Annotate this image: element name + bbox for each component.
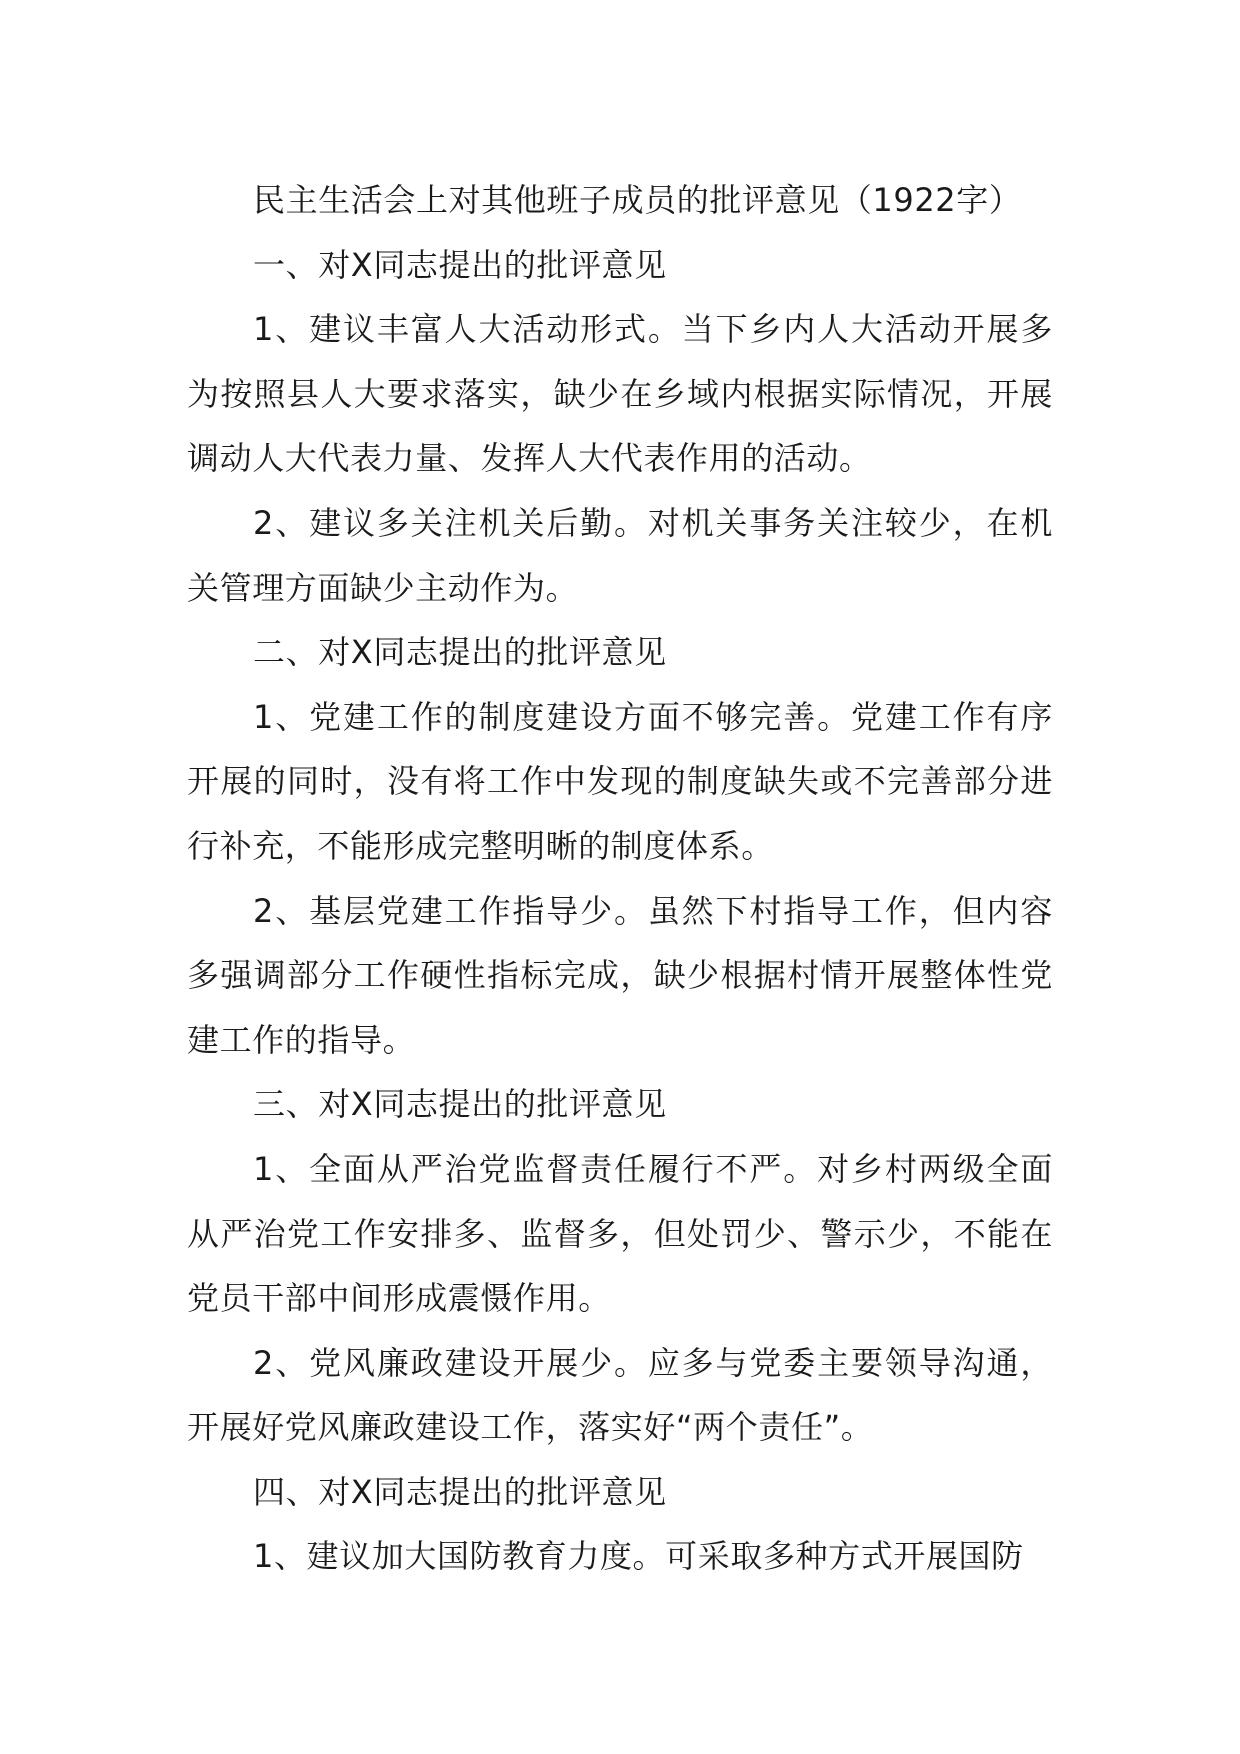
paragraph: 2、建议多关注机关后勤。对机关事务关注较少，在机关管理方面缺少主动作为。 (187, 503, 1053, 607)
paragraph: 1、建议加大国防教育力度。可采取多种方式开展国防 (253, 1537, 1024, 1576)
section-heading-4: 四、对X同志提出的批评意见 (253, 1472, 667, 1511)
paragraph: 1、全面从严治党监督责任履行不严。对乡村两级全面从严治党工作安排多、监督多，但处罚少、警示少，不能在党员干部中间形成震慑作用。 (187, 1149, 1053, 1318)
section-heading-1: 一、对X同志提出的批评意见 (253, 245, 667, 284)
paragraph: 1、建议丰富人大活动形式。当下乡内人大活动开展多为按照县人大要求落实，缺少在乡域内根据实际情况，开展调动人大代表力量、发挥人大代表作用的活动。 (187, 310, 1053, 478)
section-heading-2: 二、对X同志提出的批评意见 (253, 633, 667, 672)
paragraph: 2、基层党建工作指导少。虽然下村指导工作，但内容多强调部分工作硬性指标完成，缺少根据村情开展整体性党建工作的指导。 (187, 891, 1053, 1059)
document-body (187, 168, 1053, 1589)
document-title: 民主生活会上对其他班子成员的批评意见（1922字） (253, 181, 1022, 219)
section-heading-3: 三、对X同志提出的批评意见 (253, 1085, 667, 1124)
paragraph: 2、党风廉政建设开展少。应多与党委主要领导沟通，开展好党风廉政建设工作，落实好“两个责任”。 (187, 1343, 1053, 1447)
paragraph: 1、党建工作的制度建设方面不够完善。党建工作有序开展的同时，没有将工作中发现的制度缺失或不完善部分进行补充，不能形成完整明晰的制度体系。 (187, 697, 1053, 865)
